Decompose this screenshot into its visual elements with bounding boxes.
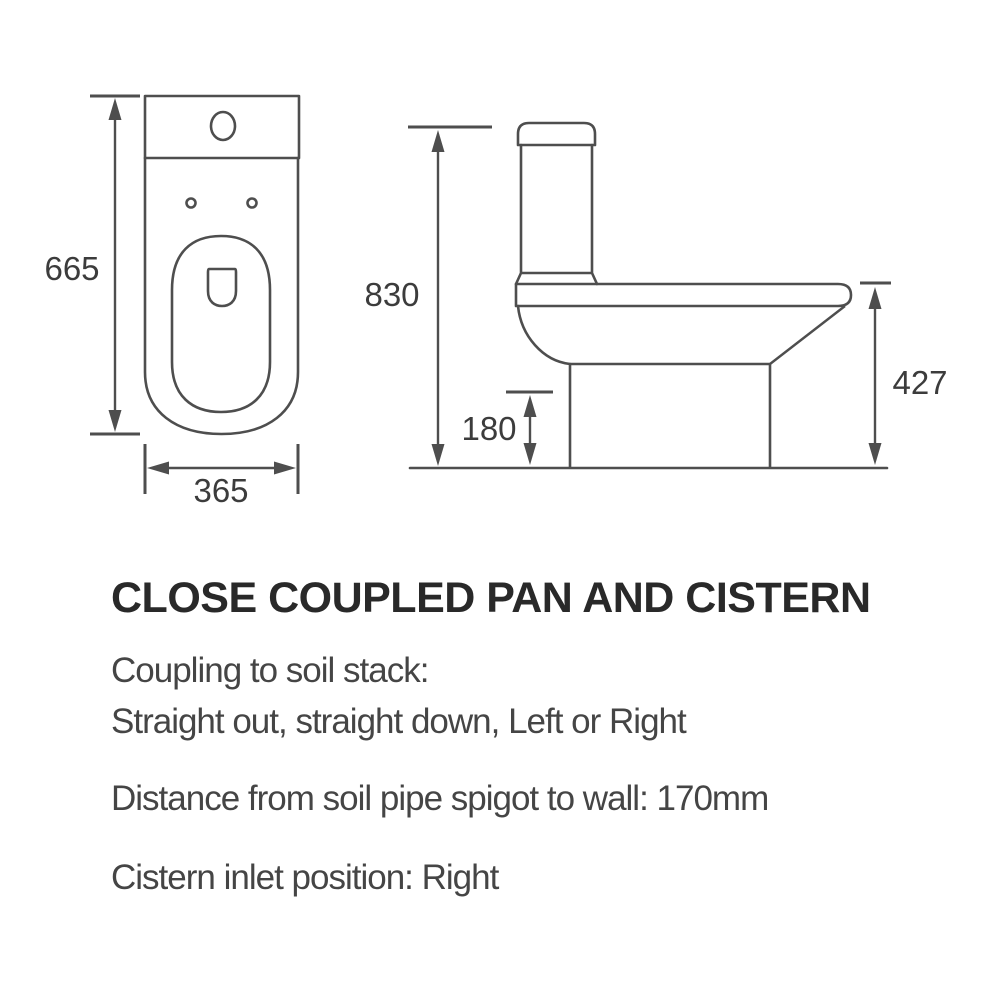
arrow-up-icon — [109, 98, 122, 120]
arrow-up-icon — [432, 130, 445, 152]
spec-spigot-distance: Distance from soil pipe spigot to wall: 170mm — [111, 779, 769, 818]
bowl-front-curve — [518, 306, 570, 364]
dim-soil-pipe-height — [461, 392, 553, 465]
dim-label-830: 830 — [364, 276, 420, 313]
seat-hinge-hole-right — [248, 199, 257, 208]
spec-coupling-options: Straight out, straight down, Left or Right — [111, 702, 686, 741]
dim-label-180: 180 — [461, 410, 517, 447]
seat-slab — [516, 284, 851, 306]
arrow-up-icon — [869, 287, 882, 309]
front-view — [145, 96, 299, 434]
arrow-down-icon — [432, 444, 445, 466]
cistern-top-outline — [145, 96, 299, 158]
bowl-opening — [172, 236, 270, 412]
arrow-up-icon — [524, 395, 537, 417]
arrow-left-icon — [147, 462, 169, 475]
dim-rim-height — [860, 283, 948, 465]
arrow-down-icon — [109, 410, 122, 432]
arrow-right-icon — [274, 462, 296, 475]
trap-outlet — [208, 269, 236, 306]
seat-underside-diagonal — [770, 306, 845, 364]
pedestal — [570, 364, 770, 467]
seat-hinge-hole-left — [187, 199, 196, 208]
pan-body-outline — [145, 158, 298, 434]
dim-label-665: 665 — [44, 250, 100, 287]
dim-front-width — [145, 444, 298, 509]
page-title: CLOSE COUPLED PAN AND CISTERN — [111, 574, 871, 622]
dim-label-427: 427 — [892, 364, 948, 401]
spec-coupling-label: Coupling to soil stack: — [111, 651, 429, 690]
arrow-down-icon — [869, 443, 882, 465]
flush-button — [211, 112, 235, 140]
spec-inlet-position: Cistern inlet position: Right — [111, 858, 499, 897]
dim-front-height — [44, 96, 140, 434]
cistern-body — [516, 145, 597, 284]
dim-label-365: 365 — [193, 472, 249, 509]
arrow-down-icon — [524, 443, 537, 465]
cistern-lid — [518, 123, 595, 145]
